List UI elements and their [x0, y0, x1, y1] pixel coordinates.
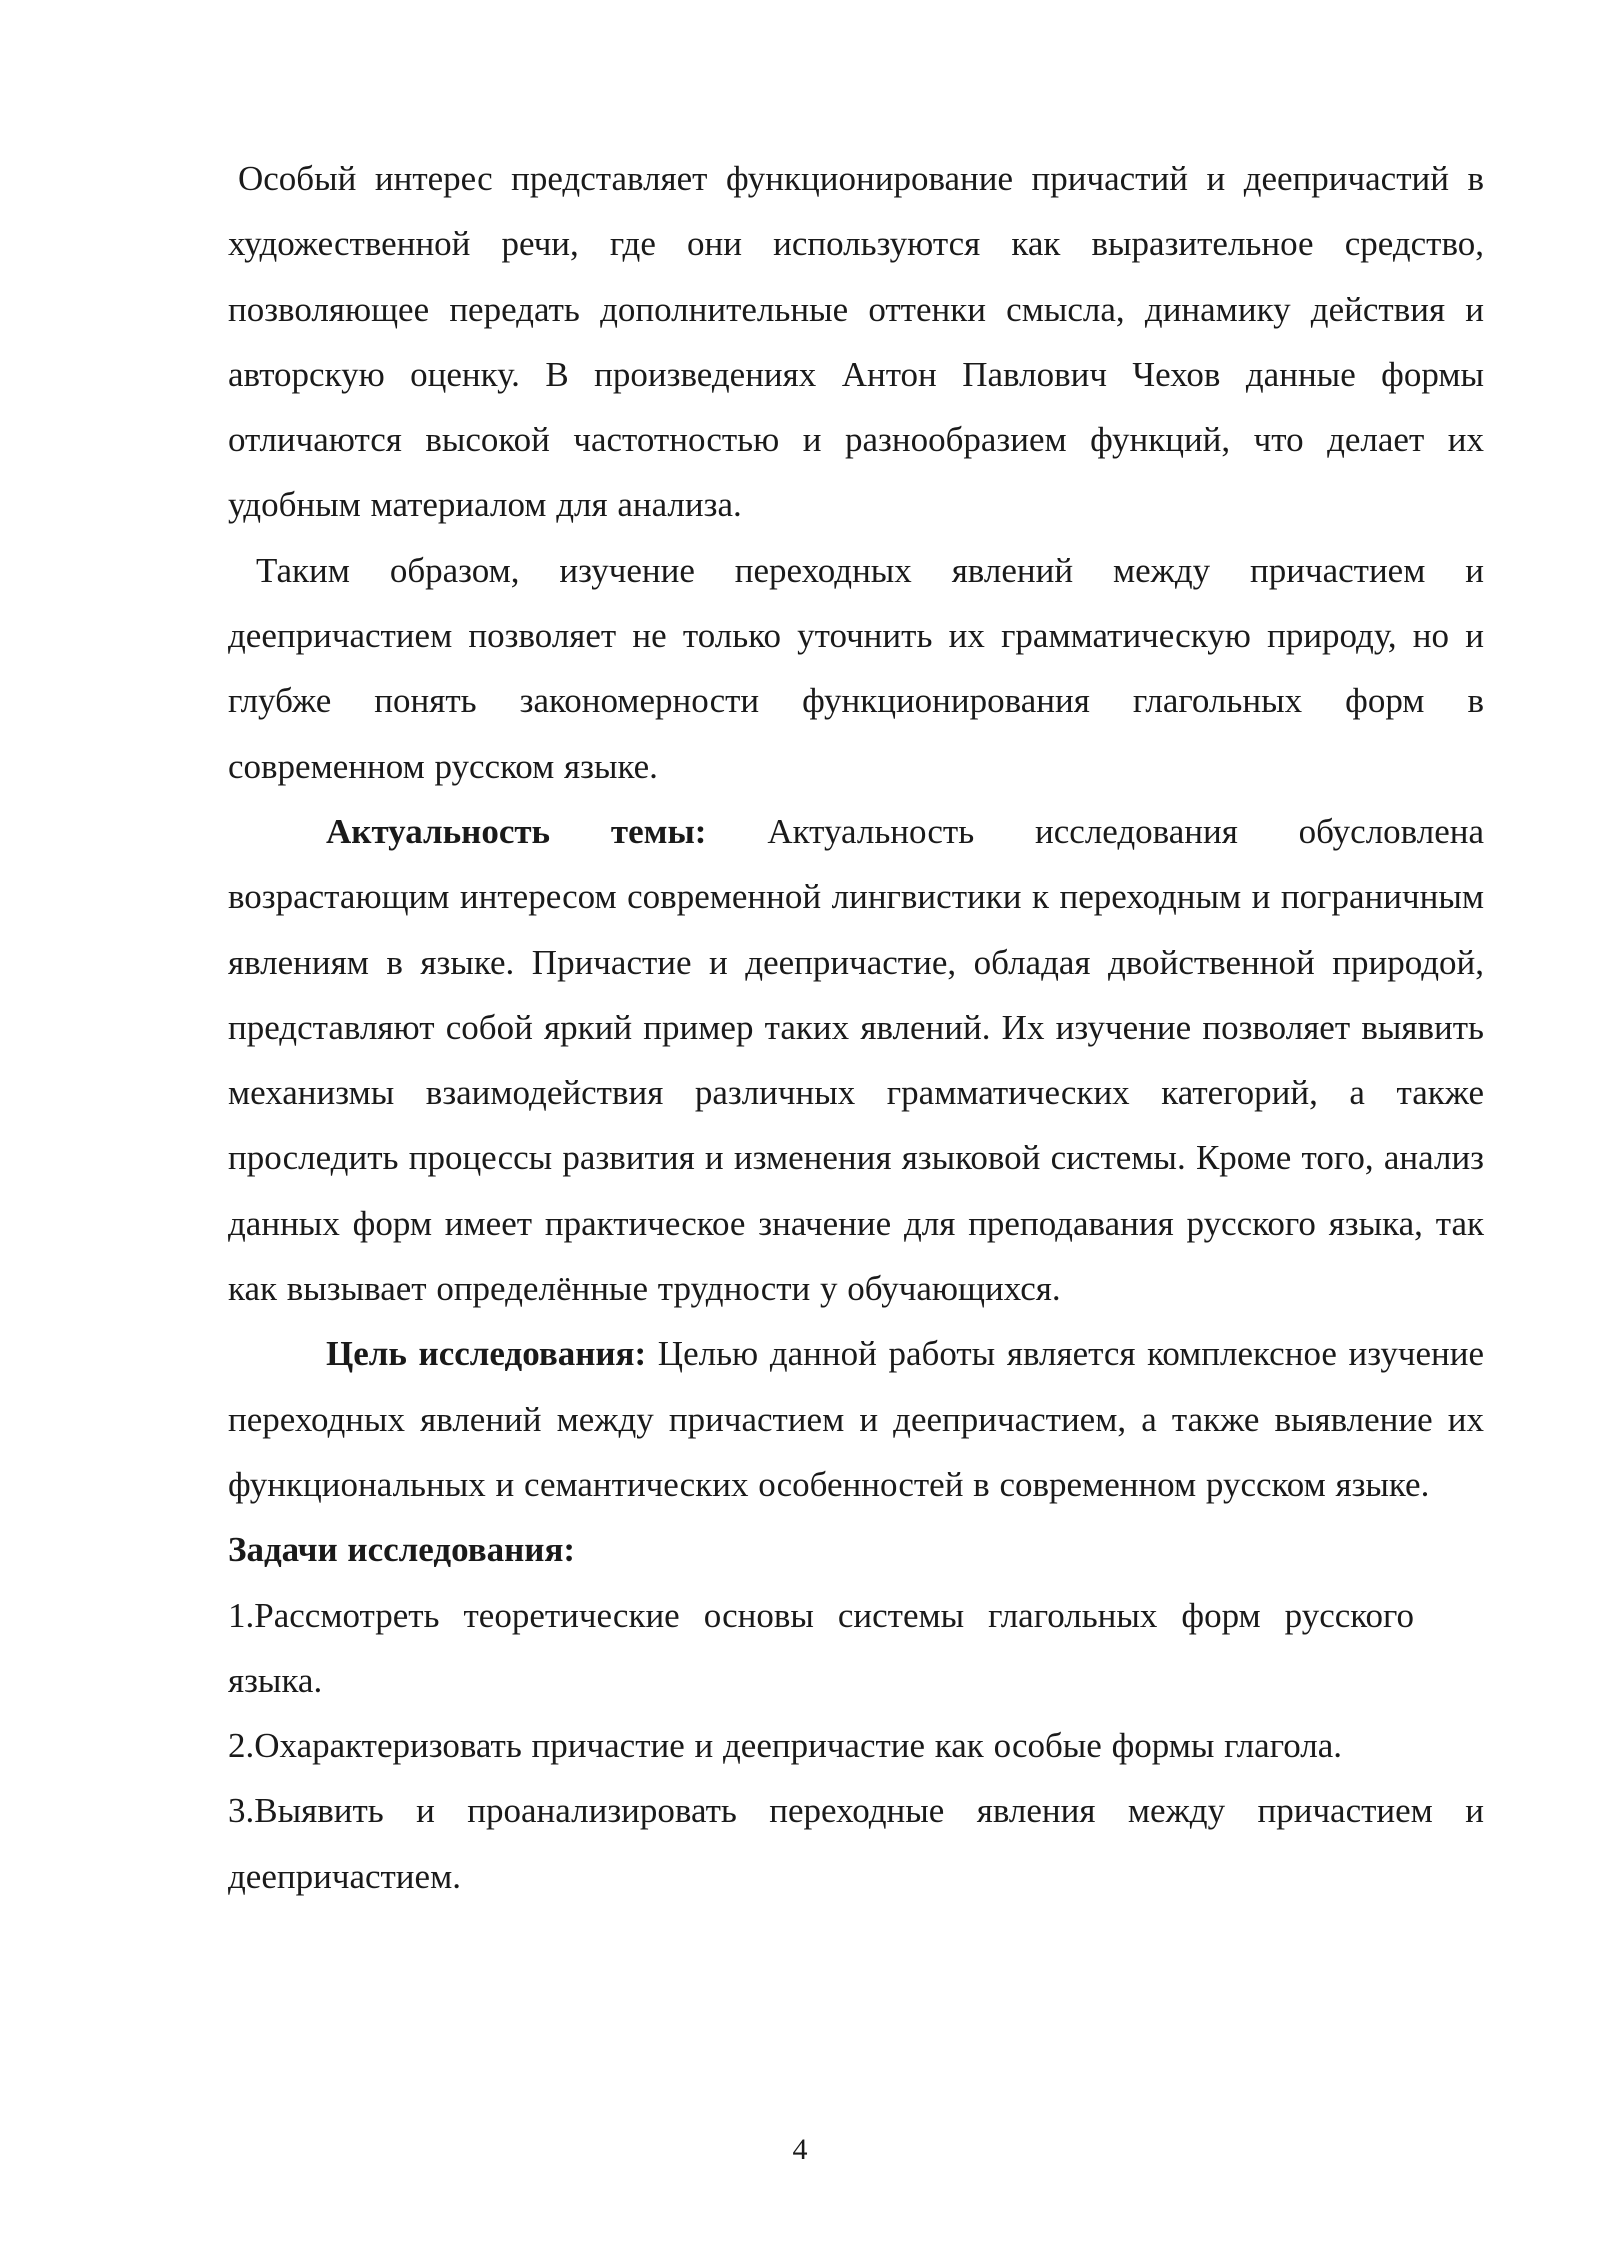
tasks-heading: Задачи исследования: [228, 1530, 576, 1570]
paragraph-conclusion: Таким образом, изучение переходных явлений между причастием и деепричастием позволяет не только уточнить их грамматическую природу, но и глубже понять закономерности функционирования глагольных форм в современном русском языке. [228, 550, 1484, 786]
document-page [228, 146, 1484, 1909]
paragraph-interest: Особый интерес представляет функционирование причастий и деепричастий в художественной речи, где они используются как выразительное средство, позволяющее передать дополнительные оттенки смысла, динамику действия и авторскую оценку. В произведениях Антон Павлович Чехов данные формы отличаются высокой частотностью и разнообразием функций, что делает их удобным материалом для анализа. [228, 159, 1484, 525]
relevance-heading: Актуальность темы: [326, 811, 707, 851]
paragraph-goal [228, 1321, 1484, 1517]
relevance-text: Актуальность исследования обусловлена возрастающим интересом современной лингвистики к переходным и пограничным явлениям в языке. Причастие и деепричастие, обладая двойственной природой, представляют собой яркий пример таких явлений. Их изучение позволяет выявить механизмы взаимодействия различных грамматических категорий, а также проследить процессы развития и изменения языковой системы. Кроме того, анализ данных форм имеет практическое значение для преподавания русского языка, так как вызывает определённые трудности у обучающихся. [228, 811, 1484, 1309]
goal-heading: Цель исследования: [326, 1334, 647, 1374]
goal-text: Целью данной работы является комплексное изучение переходных явлений между причастием и деепричастием, а также выявление их функциональных и семантических особенностей в современном русском языке. [228, 1334, 1484, 1504]
task-item-2: 2.Охарактеризовать причастие и деепричастие как особые формы глагола. [228, 1726, 1342, 1766]
paragraph-relevance [228, 799, 1484, 1321]
task-item-1: 1.Рассмотреть теоретические основы системы глагольных форм русского языка. [228, 1595, 1414, 1700]
task-item-3: 3.Выявить и проанализировать переходные явления между причастием и деепричастием. [228, 1791, 1484, 1896]
page-number: 4 [792, 2133, 808, 2166]
